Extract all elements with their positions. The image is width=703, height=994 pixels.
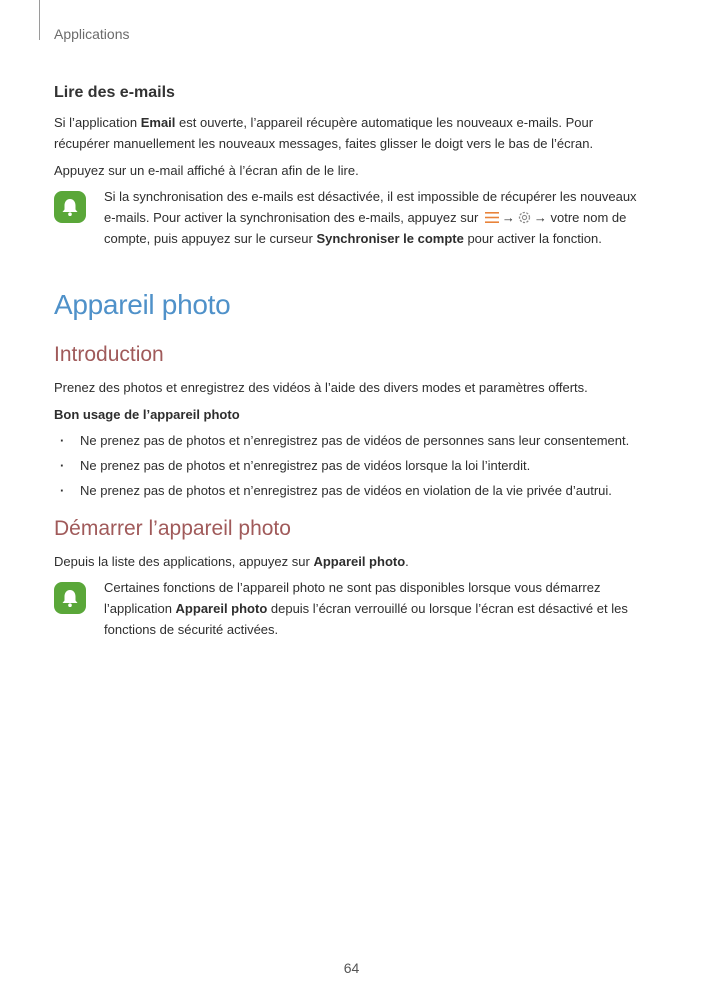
introduction-heading: Introduction [54,343,164,366]
page-content [54,84,649,640]
page-number: 64 [343,960,360,976]
list-item: · Ne prenez pas de photos et n’enregistrez pas de vidéos en violation de la vie privée d’autrui. [54,480,649,501]
good-use-heading: Bon usage de l’appareil photo [54,407,240,422]
camera-note [54,577,649,640]
email-paragraph-1: Si l’application Email est ouverte, l’appareil récupère automatique les nouveaux e-mails. Pour récupérer manuellement les nouveaux messages, faites glisser le doigt vers le bas de l’écran. [54,115,594,151]
running-head: Applications [54,26,130,42]
menu-icon [485,208,499,219]
email-heading: Lire des e-mails [54,84,175,101]
introduction-text: Prenez des photos et enregistrez des vidéos à l’aide des divers modes et paramètres offerts. [54,380,588,395]
email-paragraph-2: Appuyez sur un e-mail affiché à l’écran afin de le lire. [54,163,359,178]
start-camera-heading: Démarrer l’appareil photo [54,517,291,540]
email-sync-note-text: Si la synchronisation des e-mails est désactivée, il est impossible de récupérer les nouveaux e-mails. Pour activer la synchronisation des e-mails, appuyez sur → → votre nom de compte, puis appuyez sur le curseur Synchroniser le compte pour activer la fonction. [104,189,637,246]
list-item: · Ne prenez pas de photos et n’enregistrez pas de vidéos de personnes sans leur consentement. [54,430,649,451]
header-margin-rule [39,0,40,40]
good-use-list [54,430,649,501]
email-sync-note [54,186,649,249]
note-bell-icon [54,582,86,614]
list-item: · Ne prenez pas de photos et n’enregistrez pas de vidéos lorsque la loi l’interdit. [54,455,649,476]
camera-note-text: Certaines fonctions de l’appareil photo ne sont pas disponibles lorsque vous démarrez l’application Appareil photo depuis l’écran verrouillé ou lorsque l’écran est désactivé et les fonctions de sécurité activées. [104,580,628,637]
note-bell-icon [54,191,86,223]
gear-icon [517,210,532,225]
start-camera-text: Depuis la liste des applications, appuyez sur Appareil photo. [54,554,409,569]
camera-section-title: Appareil photo [54,289,231,320]
